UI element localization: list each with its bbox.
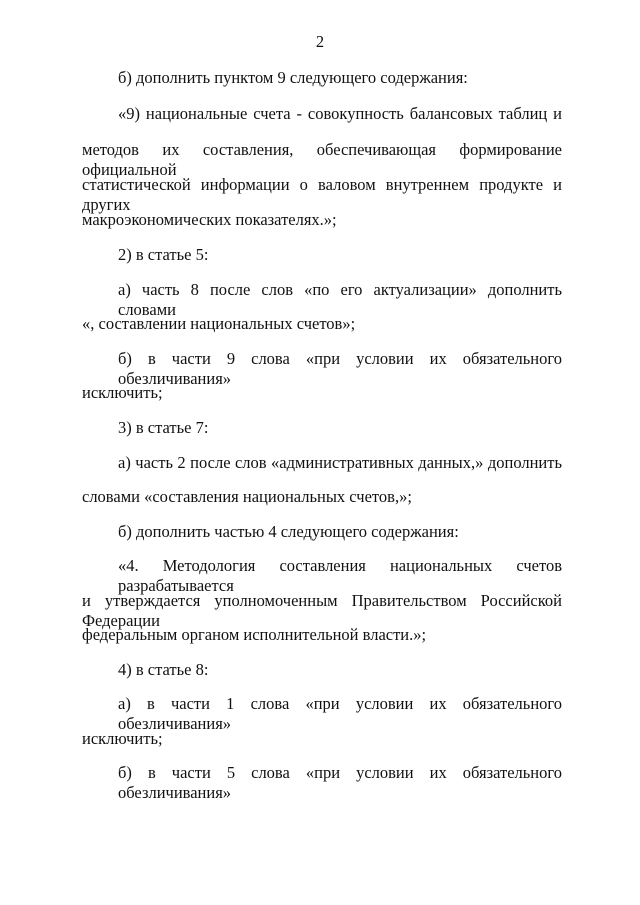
text-line — [118, 453, 562, 473]
line-text: «, составлении национальных счетов»; — [82, 314, 356, 333]
line-text: а) часть 2 после слов «административных данных,» дополнить — [118, 453, 562, 472]
line-text: «9) национальные счета - совокупность балансовых таблиц и — [118, 104, 562, 123]
line-text: методов их составления, обеспечивающая формирование официальной — [82, 140, 562, 179]
text-line — [118, 660, 562, 680]
text-line — [118, 245, 562, 265]
line-text: 4) в статье 8: — [118, 660, 209, 679]
line-text: макроэкономических показателях.»; — [82, 210, 337, 229]
line-text: статистической информации о валовом внутреннем продукте и других — [82, 175, 562, 214]
text-line — [118, 418, 562, 438]
line-text: исключить; — [82, 383, 163, 402]
text-line — [118, 694, 562, 734]
text-line — [118, 763, 562, 803]
line-text: б) в части 5 слова «при условии их обязательного обезличивания» — [118, 763, 562, 802]
text-line — [82, 210, 562, 230]
text-line — [82, 487, 562, 507]
line-text: 3) в статье 7: — [118, 418, 209, 437]
line-text: б) дополнить частью 4 следующего содержания: — [118, 522, 459, 541]
line-text: б) дополнить пунктом 9 следующего содержания: — [118, 68, 468, 87]
text-line — [82, 383, 562, 403]
line-text: а) часть 8 после слов «по его актуализации» дополнить словами — [118, 280, 562, 319]
text-line — [82, 175, 562, 215]
line-text: б) в части 9 слова «при условии их обязательного обезличивания» — [118, 349, 562, 388]
text-line — [82, 625, 562, 645]
line-text: исключить; — [82, 729, 163, 748]
text-line — [118, 68, 562, 88]
line-text: федеральным органом исполнительной власти.»; — [82, 625, 427, 644]
text-line — [82, 140, 562, 180]
text-line — [118, 556, 562, 596]
line-text: а) в части 1 слова «при условии их обязательного обезличивания» — [118, 694, 562, 733]
text-line — [118, 522, 562, 542]
text-line — [118, 104, 562, 124]
line-text: «4. Методология составления национальных счетов разрабатывается — [118, 556, 562, 595]
page-number: 2 — [315, 32, 325, 51]
text-line — [82, 314, 562, 334]
line-text: и утверждается уполномоченным Правительством Российской Федерации — [82, 591, 562, 630]
line-text: 2) в статье 5: — [118, 245, 209, 264]
text-line — [82, 729, 562, 749]
line-text: словами «составления национальных счетов,»; — [82, 487, 412, 506]
